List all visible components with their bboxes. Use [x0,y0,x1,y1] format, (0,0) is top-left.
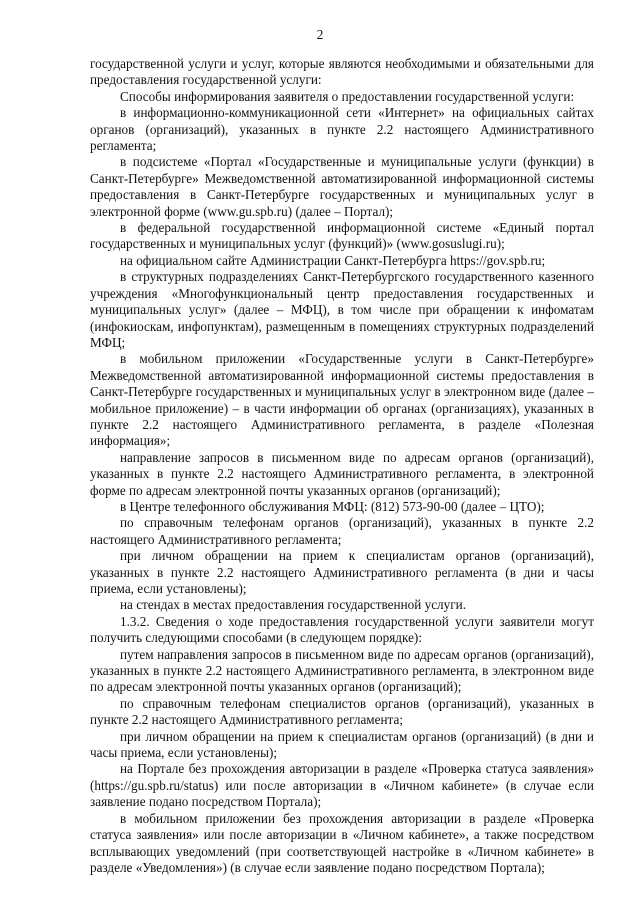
paragraph: на официальном сайте Администрации Санкт-Петербурга https://gov.spb.ru; [120,252,546,268]
paragraph: 1.3.2. Сведения о ходе предоставления государственной услуги заявители могут получить следующими способами (в следующем порядке): [90,613,594,646]
paragraph: в Центре телефонного обслуживания МФЦ: (812) 573-90-00 (далее – ЦТО); [120,498,545,514]
paragraph: путем направления запросов в письменном виде по адресам органов (организаций), указанных в пункте 2.2 настоящего Административного регламента, в электронном виде по адресам электронной почты указанных органов (организаций); [90,646,594,695]
paragraph: на стендах в местах предоставления государственной услуги. [120,597,466,613]
paragraph: в информационно-коммуникационной сети «Интернет» на официальных сайтах органов (организаций), указанных в пункте 2.2 настоящего Административного регламента; [90,105,594,154]
paragraph: государственной услуги и услуг, которые являются необходимыми и обязательными для предоставления государственной услуги: [90,56,594,88]
paragraph: при личном обращении на прием к специалистам органов (организаций) (в дни и часы приема, если установлены); [90,728,594,761]
paragraph: направление запросов в письменном виде по адресам органов (организаций), указанных в пункте 2.2 настоящего Административного регламента, в электронной форме по адресам электронной почты указанных органов (организаций); [90,449,594,498]
paragraph: в подсистеме «Портал «Государственные и муниципальные услуги (функции) в Санкт-Петербурге» Межведомственной автоматизированной информационной системы предоставления в Санкт-Петербурге государственных и муниципальных услуг в электронной форме (www.gu.spb.ru) (далее – Портал); [90,154,594,219]
paragraph: в федеральной государственной информационной системе «Единый портал государственных и муниципальных услуг (функций)» (www.gosuslugi.ru); [90,220,594,252]
document-body [90,56,594,876]
paragraph: по справочным телефонам органов (организаций), указанных в пункте 2.2 настоящего Административного регламента; [90,515,594,547]
paragraph: в мобильном приложении «Государственные услуги в Санкт-Петербурге» Межведомственной автоматизированной информационной системы предоставления в Санкт-Петербурге государственных и муниципальных услуг в электронном виде (далее – мобильное приложение) – в части информации об органах (организациях), указанных в пункте 2.2 настоящего Административного регламента, в разделе «Полезная информация»; [90,351,594,449]
page-number: 2 [316,27,324,42]
paragraph: на Портале без прохождения авторизации в разделе «Проверка статуса заявления» (https://gu.spb.ru/status) или после авторизации в «Личном кабинете» (в случае если заявление подано посредством Портала); [90,761,594,810]
paragraph: в мобильном приложении без прохождения авторизации в разделе «Проверка статуса заявления» или после авторизации в «Личном кабинете», а также посредством всплывающих уведомлений (при соответствующей настройке в «Личном кабинете» в разделе «Уведомления») (в случае если заявление подано посредством Портала); [90,810,594,875]
paragraph: по справочным телефонам специалистов органов (организаций), указанных в пункте 2.2 настоящего Административного регламента; [90,695,594,728]
paragraph: в структурных подразделениях Санкт-Петербургского государственного казенного учреждения «Многофункциональный центр предоставления государственных и муниципальных услуг» (далее – МФЦ), в том числе при обращении к инфоматам (инфокиоскам, инфопунктам), размещенным в помещениях структурных подразделений МФЦ; [90,269,594,350]
paragraph: при личном обращении на прием к специалистам органов (организаций), указанных в пункте 2.2 настоящего Административного регламента (в дни и часы приема, если установлены); [90,548,594,596]
paragraph: Способы информирования заявителя о предоставлении государственной услуги: [120,88,575,104]
